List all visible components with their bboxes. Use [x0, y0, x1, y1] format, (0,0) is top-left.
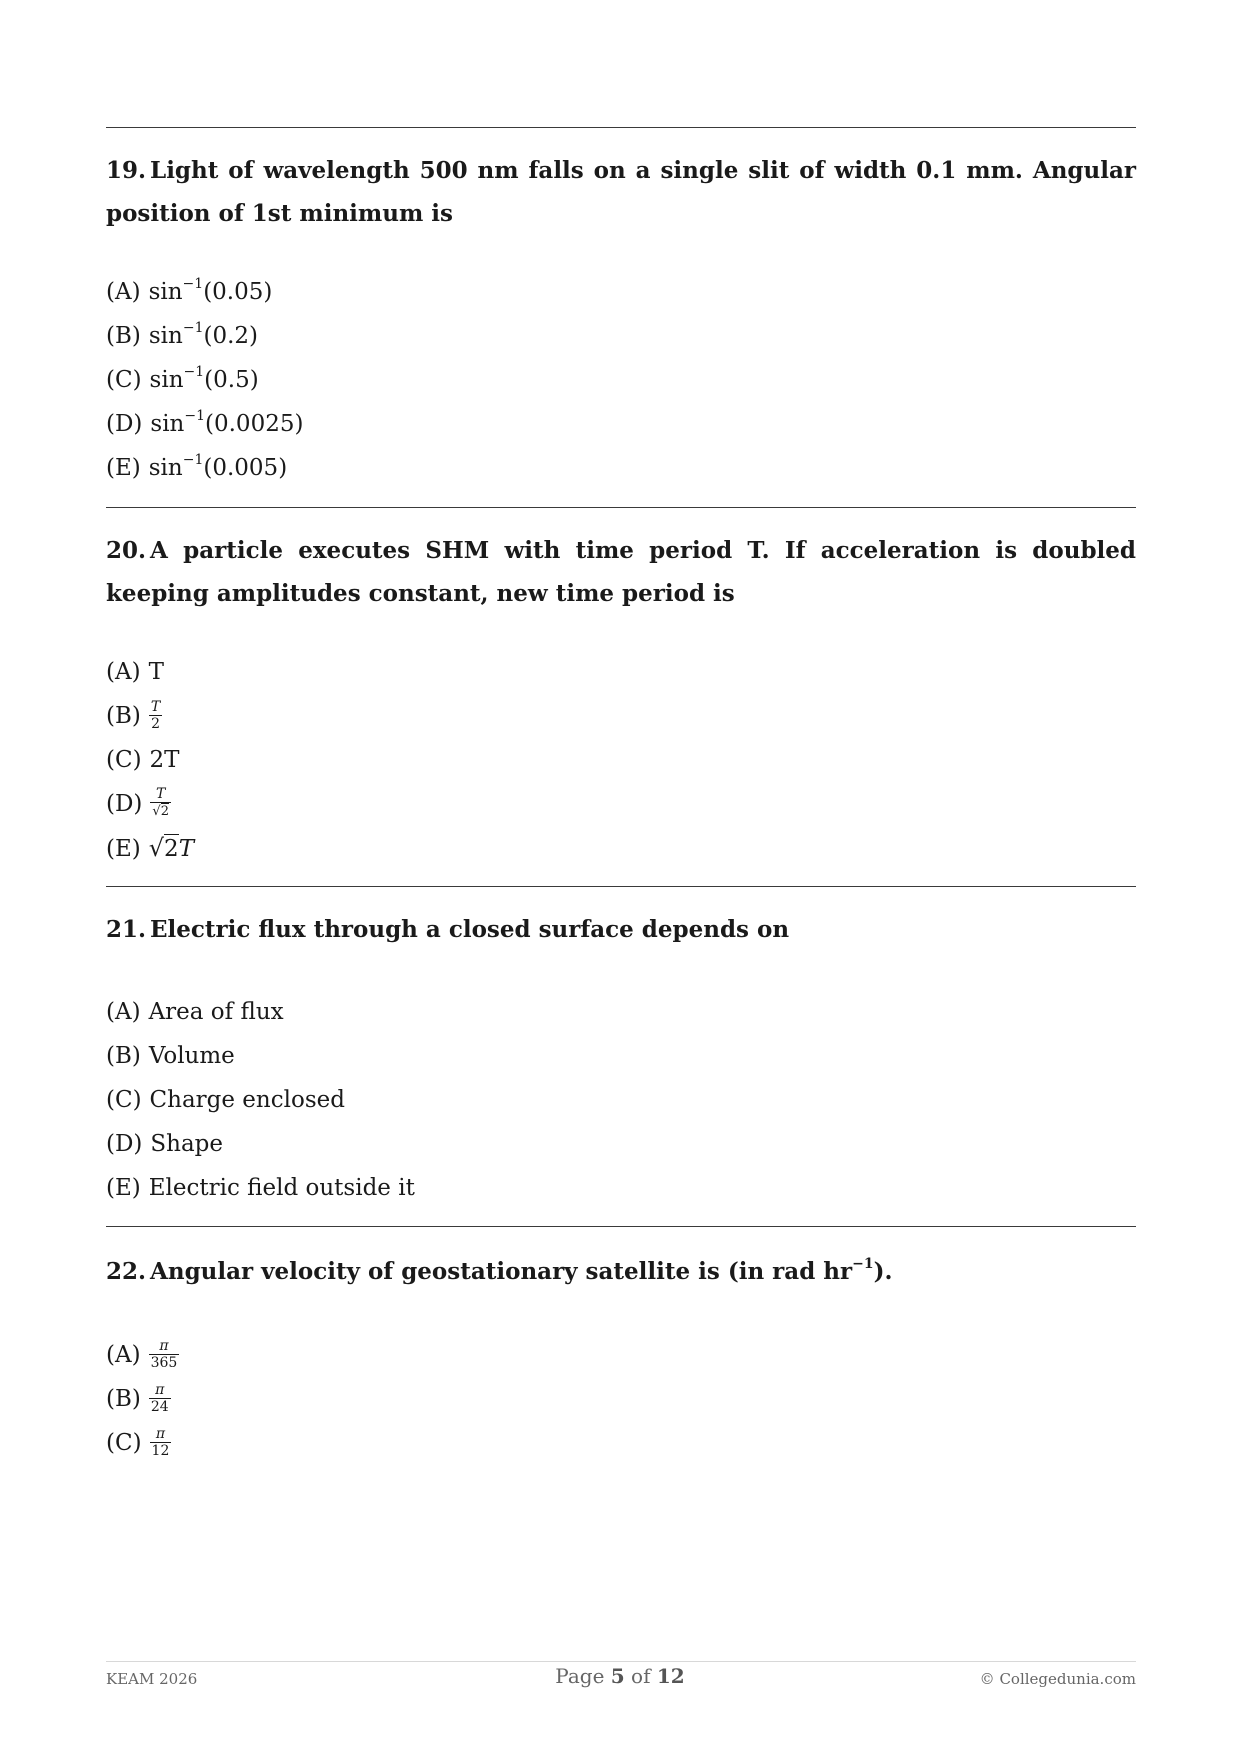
option-arg: (0.0025) — [205, 411, 304, 437]
option-exponent: −1 — [184, 408, 206, 424]
option — [106, 270, 1106, 314]
sqrt-symbol: √ — [148, 834, 165, 862]
fraction-denominator: 12 — [151, 1442, 170, 1459]
option-label: (A) — [106, 999, 141, 1025]
fraction — [149, 1339, 180, 1370]
option-text: Area of flux — [148, 999, 284, 1025]
question-stem-end: ). — [873, 1258, 893, 1285]
option-text: Shape — [150, 1131, 224, 1157]
question-20-options — [106, 650, 1106, 870]
fraction — [149, 1383, 171, 1414]
option — [106, 694, 1106, 738]
fraction-numerator: π — [155, 1425, 166, 1442]
fraction-numerator: π — [159, 1337, 169, 1354]
question-exponent: −1 — [852, 1256, 874, 1272]
option — [106, 1421, 1106, 1465]
option-label: (D) — [106, 791, 143, 817]
question-divider — [106, 886, 1136, 887]
option — [106, 314, 1106, 358]
fraction-denominator: 365 — [150, 1354, 178, 1371]
fraction-numerator: T — [156, 786, 166, 802]
question-number: 19. — [106, 157, 147, 184]
fraction — [150, 787, 171, 819]
option — [106, 782, 1106, 826]
option-label: (D) — [106, 411, 143, 437]
page-word: Page — [555, 1664, 605, 1688]
question-divider — [106, 507, 1136, 508]
option-exponent: −1 — [182, 452, 204, 468]
option — [106, 1166, 1106, 1210]
question-number: 22. — [106, 1258, 147, 1285]
option — [106, 1078, 1106, 1122]
option-arg: (0.2) — [203, 323, 259, 349]
total-pages: 12 — [656, 1664, 685, 1688]
question-20-text — [106, 529, 1136, 615]
option-text: 2T — [149, 747, 180, 773]
variable: T — [178, 836, 195, 862]
option-exponent: −1 — [182, 276, 204, 292]
option-arg: (0.005) — [203, 455, 288, 481]
option-label: (B) — [106, 323, 141, 349]
option-exponent: −1 — [183, 364, 205, 380]
option-text: T — [148, 659, 164, 685]
option-label: (E) — [106, 836, 141, 862]
of-word: of — [631, 1664, 651, 1688]
question-21-options — [106, 990, 1106, 1210]
option-label: (C) — [106, 1430, 142, 1456]
option-func: sin — [148, 323, 183, 349]
sqrt-argument: 2 — [164, 836, 179, 862]
option-label: (C) — [106, 747, 142, 773]
option-arg: (0.05) — [203, 279, 273, 305]
question-22-options — [106, 1333, 1106, 1465]
option — [106, 990, 1106, 1034]
option-label: (A) — [106, 279, 141, 305]
question-number: 20. — [106, 537, 147, 564]
question-stem: A particle executes SHM with time period T. If acceleration is doubled keeping amplitudes constant, new time period is — [106, 537, 1136, 607]
option-label: (E) — [106, 1175, 141, 1201]
option — [106, 738, 1106, 782]
current-page: 5 — [610, 1664, 625, 1688]
option — [106, 446, 1106, 490]
option-func: sin — [149, 367, 184, 393]
option-label: (B) — [106, 1386, 141, 1412]
option-label: (A) — [106, 659, 141, 685]
option-arg: (0.5) — [204, 367, 259, 393]
option-label: (E) — [106, 455, 141, 481]
option — [106, 358, 1106, 402]
option-label: (C) — [106, 1087, 142, 1113]
option-label: (D) — [106, 1131, 143, 1157]
question-19-options — [106, 270, 1106, 490]
fraction — [150, 1427, 172, 1458]
question-stem: Angular velocity of geostationary satellite is (in rad hr — [150, 1258, 853, 1285]
option-label: (C) — [106, 367, 142, 393]
fraction-denominator — [150, 802, 171, 819]
fraction-denominator: 2 — [151, 715, 160, 732]
option — [106, 1034, 1106, 1078]
sqrt-argument: 2 — [160, 804, 169, 819]
option — [106, 1333, 1106, 1377]
option-func: sin — [150, 411, 185, 437]
option — [106, 402, 1106, 446]
question-divider — [106, 1226, 1136, 1227]
sqrt-symbol: √ — [152, 804, 161, 819]
option-text: Electric field outside it — [148, 1175, 415, 1201]
question-number: 21. — [106, 916, 147, 943]
option-text: Volume — [148, 1043, 235, 1069]
option — [106, 1377, 1106, 1421]
option-text: Charge enclosed — [149, 1087, 345, 1113]
question-divider — [106, 127, 1136, 128]
footer-exam-name: KEAM 2026 — [106, 1670, 198, 1688]
option-func: sin — [148, 455, 183, 481]
option — [106, 826, 1106, 870]
footer-divider — [106, 1661, 1136, 1662]
option-label: (A) — [106, 1342, 141, 1368]
option — [106, 1122, 1106, 1166]
option-label: (B) — [106, 703, 141, 729]
option — [106, 650, 1106, 694]
question-stem: Electric flux through a closed surface depends on — [150, 916, 790, 943]
footer-copyright: © Collegedunia.com — [979, 1670, 1136, 1688]
option-exponent: −1 — [182, 320, 204, 336]
fraction — [149, 700, 162, 731]
fraction-numerator: T — [150, 698, 161, 715]
question-19-text — [106, 149, 1136, 235]
fraction-numerator: π — [155, 1381, 165, 1398]
question-21-text — [106, 908, 1136, 951]
option-label: (B) — [106, 1043, 141, 1069]
option-func: sin — [148, 279, 183, 305]
fraction-denominator: 24 — [150, 1398, 169, 1415]
question-stem: Light of wavelength 500 nm falls on a single slit of width 0.1 mm. Angular position of 1st minimum is — [106, 157, 1136, 227]
question-22-text — [106, 1250, 1136, 1293]
